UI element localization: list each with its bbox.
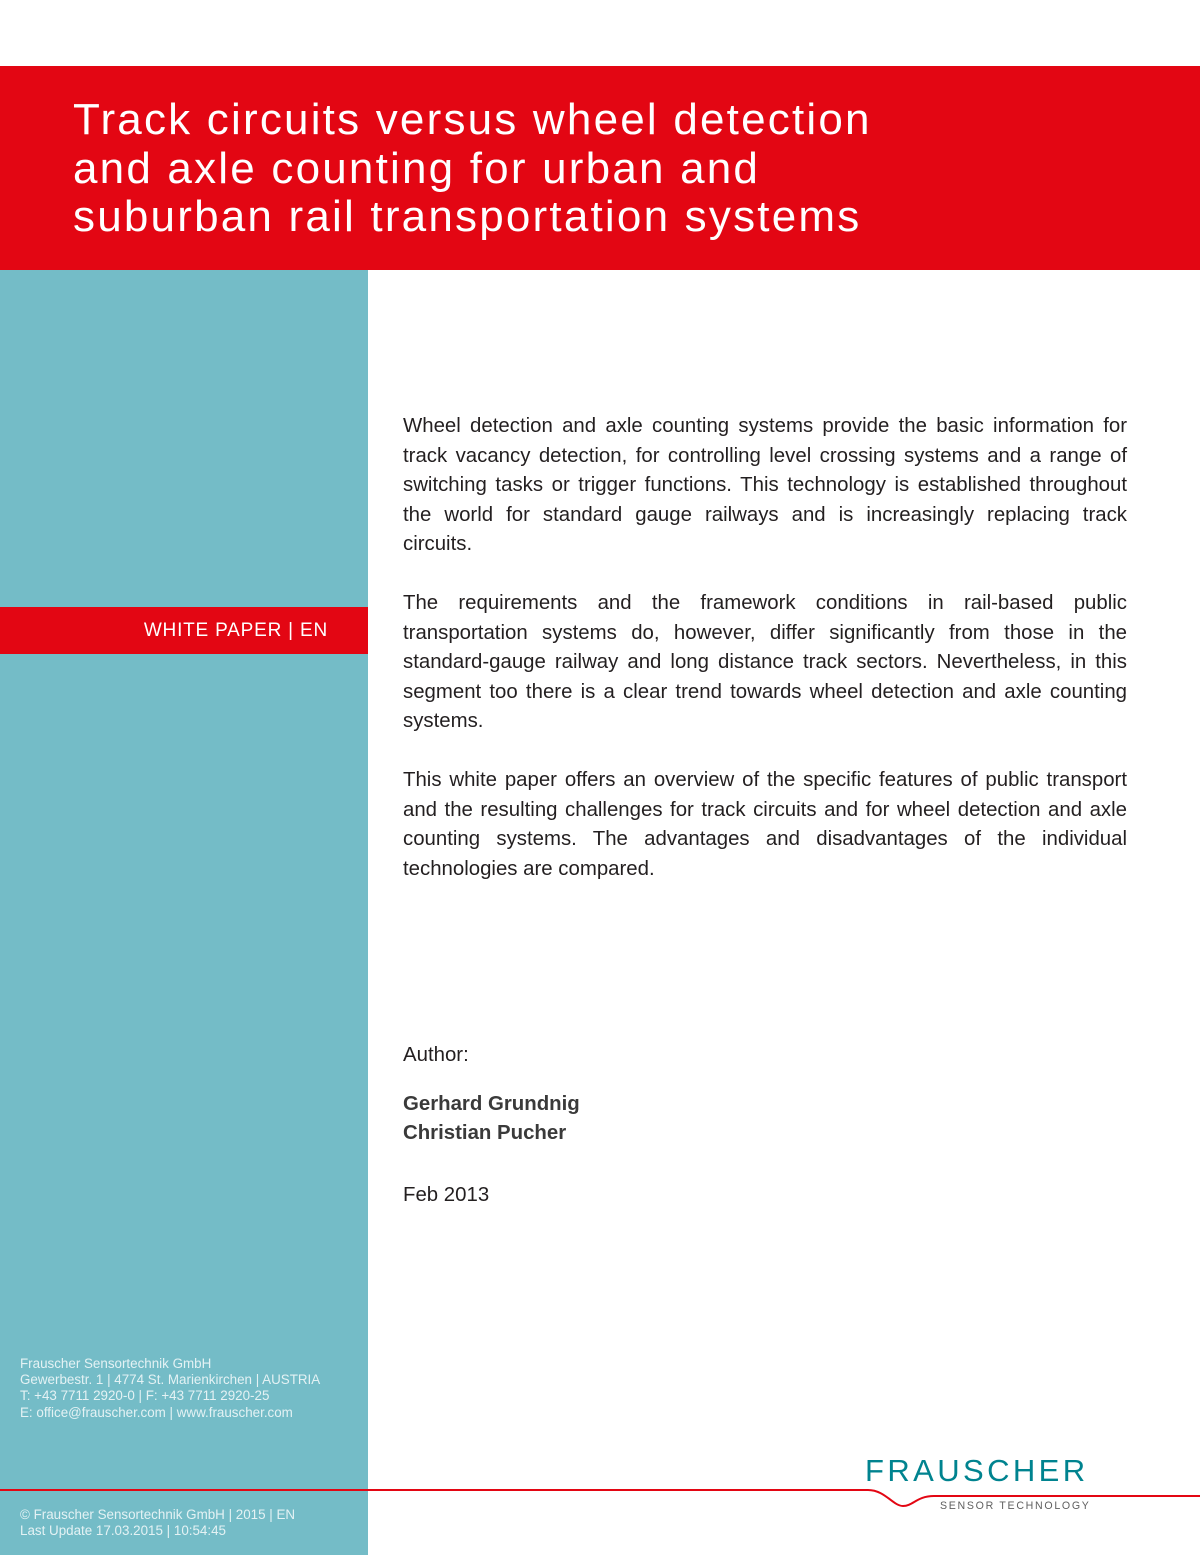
- author-name: Christian Pucher: [403, 1121, 567, 1144]
- abstract-paragraph: The requirements and the framework conditions in rail-based public transportation systems do, however, differ significantly from those in the standard-gauge railway and long distance track sectors. Nevertheless, in this segment too there is a clear trend towards wheel detection and axle counting systems.: [403, 592, 1127, 732]
- author-name: Gerhard Grundnig: [403, 1093, 580, 1115]
- company-email-web: E: office@frauscher.com | www.frauscher.com: [20, 1404, 293, 1420]
- company-contact: [20, 1356, 365, 1421]
- frauscher-logo-wordmark: FRAUSCHER: [865, 1453, 1089, 1488]
- copyright-line: © Frauscher Sensortechnik GmbH | 2015 | EN: [20, 1507, 296, 1522]
- last-update-line: Last Update 17.03.2015 | 10:54:45: [20, 1523, 226, 1539]
- document-title: [73, 96, 1183, 242]
- abstract-body: [403, 412, 1127, 914]
- abstract-paragraph: Wheel detection and axle counting systems provide the basic information for track vacancy detection, for controlling level crossing systems and a range of switching tasks or trigger functions. This technology is established throughout the world for standard gauge railways and is increasingly replacing track circuits.: [403, 415, 1127, 555]
- company-address: Gewerbestr. 1 | 4774 St. Marienkirchen | AUSTRIA: [20, 1372, 321, 1388]
- title-line: Track circuits versus wheel detection: [73, 95, 872, 144]
- title-line: and axle counting for urban and: [73, 143, 761, 193]
- document-type-label: WHITE PAPER | EN: [143, 620, 328, 641]
- abstract-paragraph: This white paper offers an overview of the specific features of public transport and the resulting challenges for track circuits and for wheel detection and axle counting systems. The advantages and disadvantages of the individual technologies are compared.: [403, 769, 1127, 880]
- author-list: [403, 1090, 580, 1147]
- title-line: suburban rail transportation systems: [73, 192, 862, 241]
- author-label: Author:: [403, 1044, 469, 1066]
- publication-date: Feb 2013: [403, 1184, 490, 1206]
- company-phone: T: +43 7711 2920-0 | F: +43 7711 2920-25: [20, 1388, 270, 1404]
- frauscher-logo-tagline: SENSOR TECHNOLOGY: [940, 1500, 1091, 1512]
- company-name: Frauscher Sensortechnik GmbH: [20, 1356, 212, 1371]
